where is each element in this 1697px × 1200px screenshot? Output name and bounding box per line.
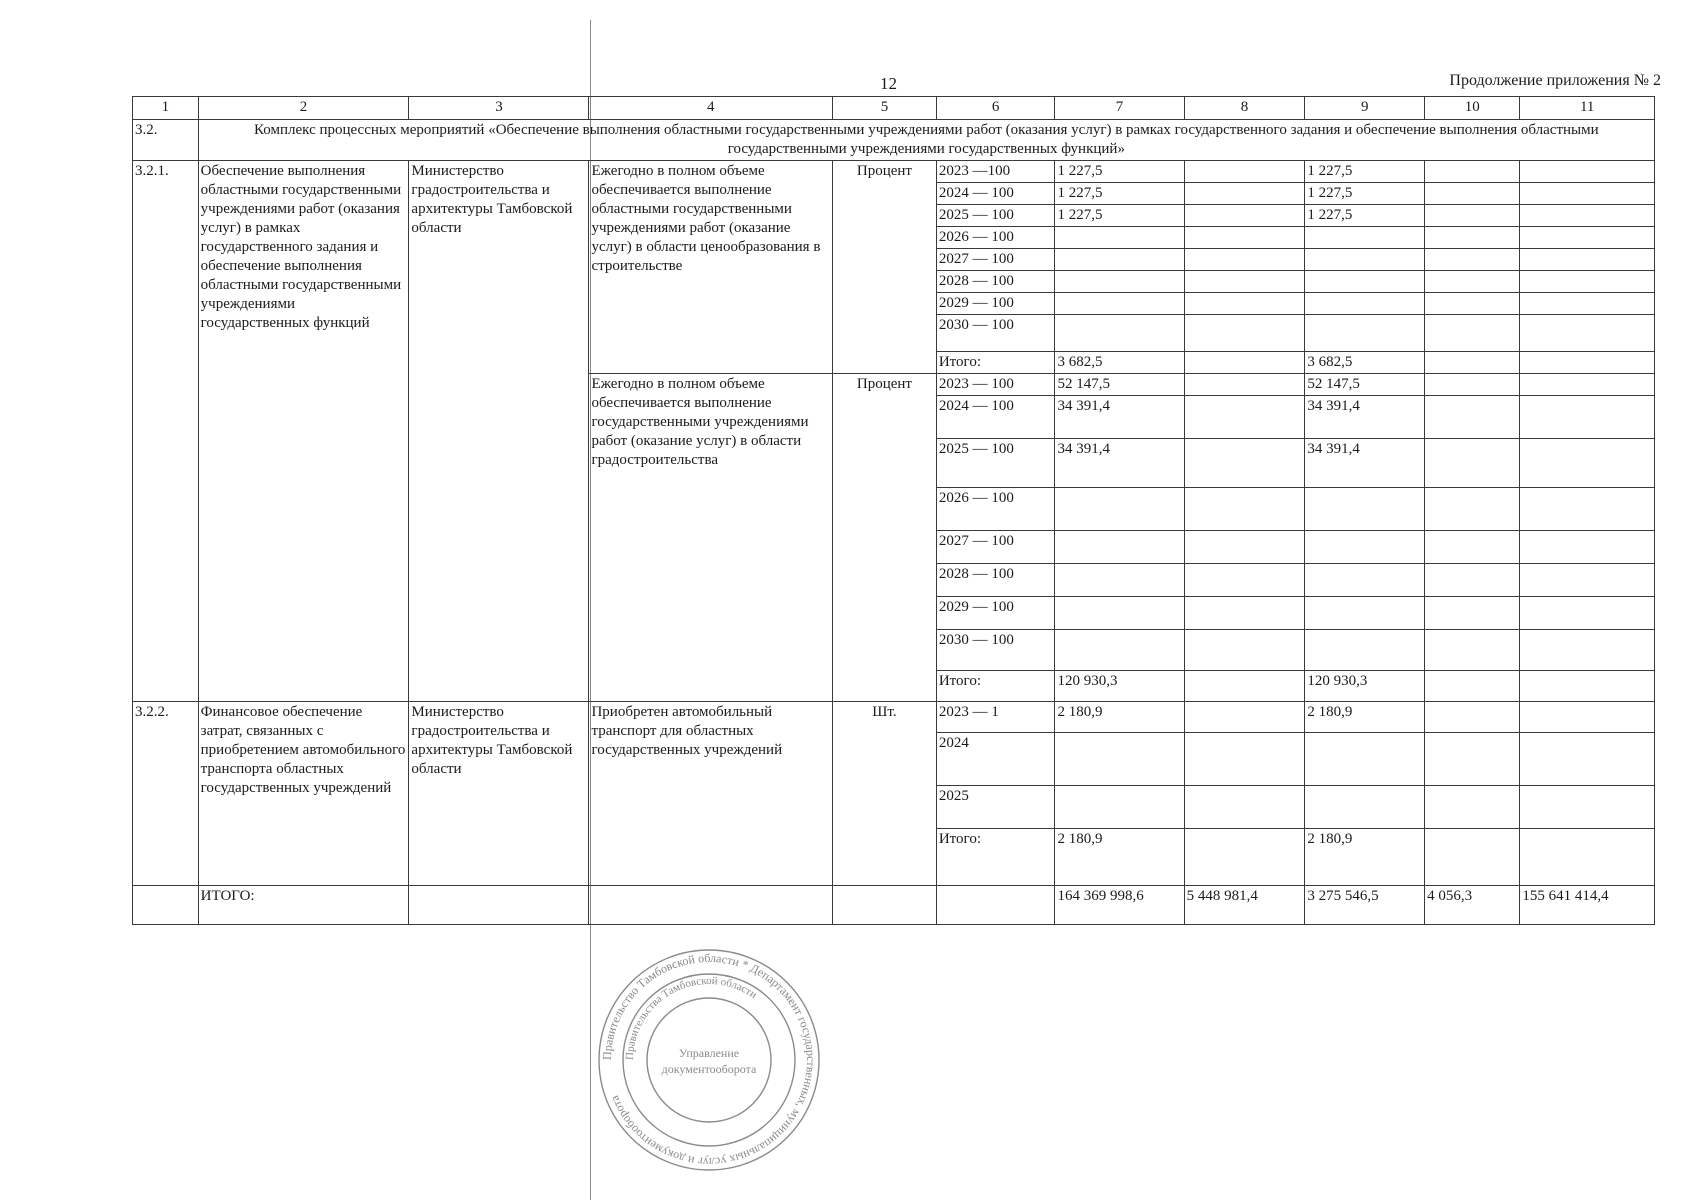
col7-cell: 52 147,5 — [1055, 374, 1184, 396]
year-cell: 2027 — 100 — [936, 249, 1055, 271]
col11-cell — [1520, 183, 1655, 205]
col9-cell — [1305, 293, 1425, 315]
col11-cell — [1520, 271, 1655, 293]
total-empty-cell — [589, 886, 833, 925]
col10-cell — [1425, 702, 1520, 733]
item-executor: Министерство градостроительства и архитектуры Тамбовской области — [409, 161, 589, 702]
col9-cell: 120 930,3 — [1305, 671, 1425, 702]
col8-cell — [1184, 488, 1305, 531]
col10-cell — [1425, 315, 1520, 352]
col9-cell — [1305, 786, 1425, 829]
col10-cell — [1425, 352, 1520, 374]
col7-cell — [1055, 293, 1184, 315]
year-cell: 2029 — 100 — [936, 293, 1055, 315]
col11-cell — [1520, 374, 1655, 396]
col8-cell — [1184, 227, 1305, 249]
continuation-label: Продолжение приложения № 2 — [1449, 72, 1661, 89]
col8-cell — [1184, 829, 1305, 886]
year-cell: 2029 — 100 — [936, 597, 1055, 630]
col9-cell — [1305, 249, 1425, 271]
col9-cell: 2 180,9 — [1305, 829, 1425, 886]
year-cell: 2030 — 100 — [936, 315, 1055, 352]
year-cell: Итого: — [936, 829, 1055, 886]
column-number: 11 — [1520, 97, 1655, 120]
program-table — [132, 96, 1655, 925]
stamp-outer-text: Правительство Тамбовской области * Департамент государственных, муниципальных услуг и документооборота — [599, 950, 819, 1170]
result-unit: Шт. — [833, 702, 937, 886]
col11-cell — [1520, 702, 1655, 733]
col9-cell: 52 147,5 — [1305, 374, 1425, 396]
col9-cell — [1305, 564, 1425, 597]
col9-cell — [1305, 315, 1425, 352]
col7-cell — [1055, 564, 1184, 597]
col9-cell: 3 682,5 — [1305, 352, 1425, 374]
col11-cell — [1520, 396, 1655, 439]
col9-cell — [1305, 271, 1425, 293]
total-col8: 5 448 981,4 — [1184, 886, 1305, 925]
col7-cell — [1055, 630, 1184, 671]
col10-cell — [1425, 374, 1520, 396]
col9-cell — [1305, 227, 1425, 249]
column-number: 10 — [1425, 97, 1520, 120]
col10-cell — [1425, 564, 1520, 597]
col8-cell — [1184, 396, 1305, 439]
col8-cell — [1184, 352, 1305, 374]
column-number: 2 — [198, 97, 409, 120]
col7-cell: 120 930,3 — [1055, 671, 1184, 702]
total-col11: 155 641 414,4 — [1520, 886, 1655, 925]
col8-cell — [1184, 249, 1305, 271]
col8-cell — [1184, 531, 1305, 564]
col11-cell — [1520, 161, 1655, 183]
col9-cell: 34 391,4 — [1305, 396, 1425, 439]
total-empty-cell — [833, 886, 937, 925]
section-row — [133, 120, 1655, 161]
col8-cell — [1184, 293, 1305, 315]
section-number: 3.2. — [133, 120, 199, 161]
result-text: Ежегодно в полном объеме обеспечивается выполнение областными государственными учреждениями работ (оказание услуг) в области ценообразования в строительстве — [589, 161, 833, 374]
stamp-center-line-2: документооборота — [661, 1062, 757, 1076]
column-number: 7 — [1055, 97, 1184, 120]
column-number: 6 — [936, 97, 1055, 120]
col11-cell — [1520, 352, 1655, 374]
col7-cell — [1055, 488, 1184, 531]
col10-cell — [1425, 829, 1520, 886]
col7-cell: 1 227,5 — [1055, 205, 1184, 227]
col7-cell: 34 391,4 — [1055, 439, 1184, 488]
col9-cell — [1305, 488, 1425, 531]
col9-cell — [1305, 597, 1425, 630]
col8-cell — [1184, 315, 1305, 352]
result-text: Приобретен автомобильный транспорт для областных государственных учреждений — [589, 702, 833, 886]
total-empty-cell — [133, 886, 199, 925]
item-number: 3.2.2. — [133, 702, 199, 886]
col8-cell — [1184, 271, 1305, 293]
col10-cell — [1425, 227, 1520, 249]
column-number: 4 — [589, 97, 833, 120]
col10-cell — [1425, 786, 1520, 829]
col9-cell — [1305, 630, 1425, 671]
col11-cell — [1520, 488, 1655, 531]
year-cell: 2023 — 1 — [936, 702, 1055, 733]
col9-cell: 2 180,9 — [1305, 702, 1425, 733]
col11-cell — [1520, 249, 1655, 271]
item-number: 3.2.1. — [133, 161, 199, 702]
col9-cell: 1 227,5 — [1305, 183, 1425, 205]
col9-cell — [1305, 733, 1425, 786]
col7-cell — [1055, 597, 1184, 630]
col8-cell — [1184, 786, 1305, 829]
col11-cell — [1520, 293, 1655, 315]
stamp-center-line-1: Управление — [678, 1046, 740, 1060]
col7-cell — [1055, 531, 1184, 564]
col8-cell — [1184, 183, 1305, 205]
year-cell: 2026 — 100 — [936, 488, 1055, 531]
col7-cell — [1055, 786, 1184, 829]
year-cell: 2026 — 100 — [936, 227, 1055, 249]
col8-cell — [1184, 597, 1305, 630]
year-cell: 2028 — 100 — [936, 564, 1055, 597]
col10-cell — [1425, 396, 1520, 439]
total-col9: 3 275 546,5 — [1305, 886, 1425, 925]
col10-cell — [1425, 439, 1520, 488]
col9-cell: 1 227,5 — [1305, 205, 1425, 227]
col11-cell — [1520, 733, 1655, 786]
col11-cell — [1520, 315, 1655, 352]
col7-cell — [1055, 733, 1184, 786]
col7-cell — [1055, 249, 1184, 271]
col7-cell: 2 180,9 — [1055, 702, 1184, 733]
col11-cell — [1520, 531, 1655, 564]
result-unit: Процент — [833, 374, 937, 702]
col8-cell — [1184, 374, 1305, 396]
table-row — [133, 702, 1655, 733]
total-empty-cell — [409, 886, 589, 925]
year-cell: 2025 — [936, 786, 1055, 829]
column-number: 9 — [1305, 97, 1425, 120]
col8-cell — [1184, 671, 1305, 702]
col8-cell — [1184, 564, 1305, 597]
col11-cell — [1520, 597, 1655, 630]
total-empty-cell — [936, 886, 1055, 925]
col10-cell — [1425, 531, 1520, 564]
total-label: ИТОГО: — [198, 886, 409, 925]
table-row — [133, 161, 1655, 183]
year-cell: 2030 — 100 — [936, 630, 1055, 671]
col8-cell — [1184, 205, 1305, 227]
grand-total-row — [133, 886, 1655, 925]
col11-cell — [1520, 227, 1655, 249]
col7-cell: 1 227,5 — [1055, 161, 1184, 183]
col9-cell: 34 391,4 — [1305, 439, 1425, 488]
col8-cell — [1184, 630, 1305, 671]
col7-cell — [1055, 315, 1184, 352]
col11-cell — [1520, 786, 1655, 829]
col10-cell — [1425, 597, 1520, 630]
col10-cell — [1425, 161, 1520, 183]
column-number: 1 — [133, 97, 199, 120]
col11-cell — [1520, 671, 1655, 702]
col9-cell — [1305, 531, 1425, 564]
total-col10: 4 056,3 — [1425, 886, 1520, 925]
year-cell: 2023 —100 — [936, 161, 1055, 183]
item-name: Обеспечение выполнения областными государственными учреждениями работ (оказания услуг) в рамках государственного задания и обеспечение выполнения областными государственными учреждениями государственных функций — [198, 161, 409, 702]
col8-cell — [1184, 161, 1305, 183]
col11-cell — [1520, 829, 1655, 886]
col7-cell — [1055, 271, 1184, 293]
col10-cell — [1425, 630, 1520, 671]
stamp-inner-ring — [647, 998, 771, 1122]
year-cell: 2024 — 100 — [936, 396, 1055, 439]
col10-cell — [1425, 249, 1520, 271]
col11-cell — [1520, 439, 1655, 488]
year-cell: 2024 — 100 — [936, 183, 1055, 205]
column-number-row — [133, 97, 1655, 120]
col7-cell: 2 180,9 — [1055, 829, 1184, 886]
year-cell: 2027 — 100 — [936, 531, 1055, 564]
stamp-middle-ring — [623, 974, 795, 1146]
col10-cell — [1425, 183, 1520, 205]
col10-cell — [1425, 271, 1520, 293]
official-stamp — [594, 945, 824, 1175]
year-cell: 2025 — 100 — [936, 205, 1055, 227]
year-cell: 2023 — 100 — [936, 374, 1055, 396]
item-name: Финансовое обеспечение затрат, связанных с приобретением автомобильного транспорта областных государственных учреждений — [198, 702, 409, 886]
col11-cell — [1520, 205, 1655, 227]
total-col7: 164 369 998,6 — [1055, 886, 1184, 925]
stamp-inner-text: Правительства Тамбовской области — [623, 974, 760, 1061]
col8-cell — [1184, 702, 1305, 733]
year-cell: 2028 — 100 — [936, 271, 1055, 293]
col9-cell: 1 227,5 — [1305, 161, 1425, 183]
col10-cell — [1425, 488, 1520, 531]
year-cell: Итого: — [936, 671, 1055, 702]
item-executor: Министерство градостроительства и архитектуры Тамбовской области — [409, 702, 589, 886]
col10-cell — [1425, 671, 1520, 702]
col7-cell: 1 227,5 — [1055, 183, 1184, 205]
page-number: 12 — [880, 74, 897, 93]
col11-cell — [1520, 630, 1655, 671]
year-cell: 2024 — [936, 733, 1055, 786]
column-number: 8 — [1184, 97, 1305, 120]
col11-cell — [1520, 564, 1655, 597]
result-text: Ежегодно в полном объеме обеспечивается выполнение государственными учреждениями работ (оказание услуг) в области градостроительства — [589, 374, 833, 702]
column-number: 5 — [833, 97, 937, 120]
col8-cell — [1184, 439, 1305, 488]
year-cell: Итого: — [936, 352, 1055, 374]
col7-cell — [1055, 227, 1184, 249]
col7-cell: 3 682,5 — [1055, 352, 1184, 374]
col8-cell — [1184, 733, 1305, 786]
col10-cell — [1425, 733, 1520, 786]
col10-cell — [1425, 293, 1520, 315]
col7-cell: 34 391,4 — [1055, 396, 1184, 439]
year-cell: 2025 — 100 — [936, 439, 1055, 488]
section-title: Комплекс процессных мероприятий «Обеспечение выполнения областными государственными учреждениями работ (оказания услуг) в рамках государственного задания и обеспечение выполнения областными государственными учреждениями государственных функций» — [198, 120, 1654, 161]
col10-cell — [1425, 205, 1520, 227]
result-unit: Процент — [833, 161, 937, 374]
column-number: 3 — [409, 97, 589, 120]
